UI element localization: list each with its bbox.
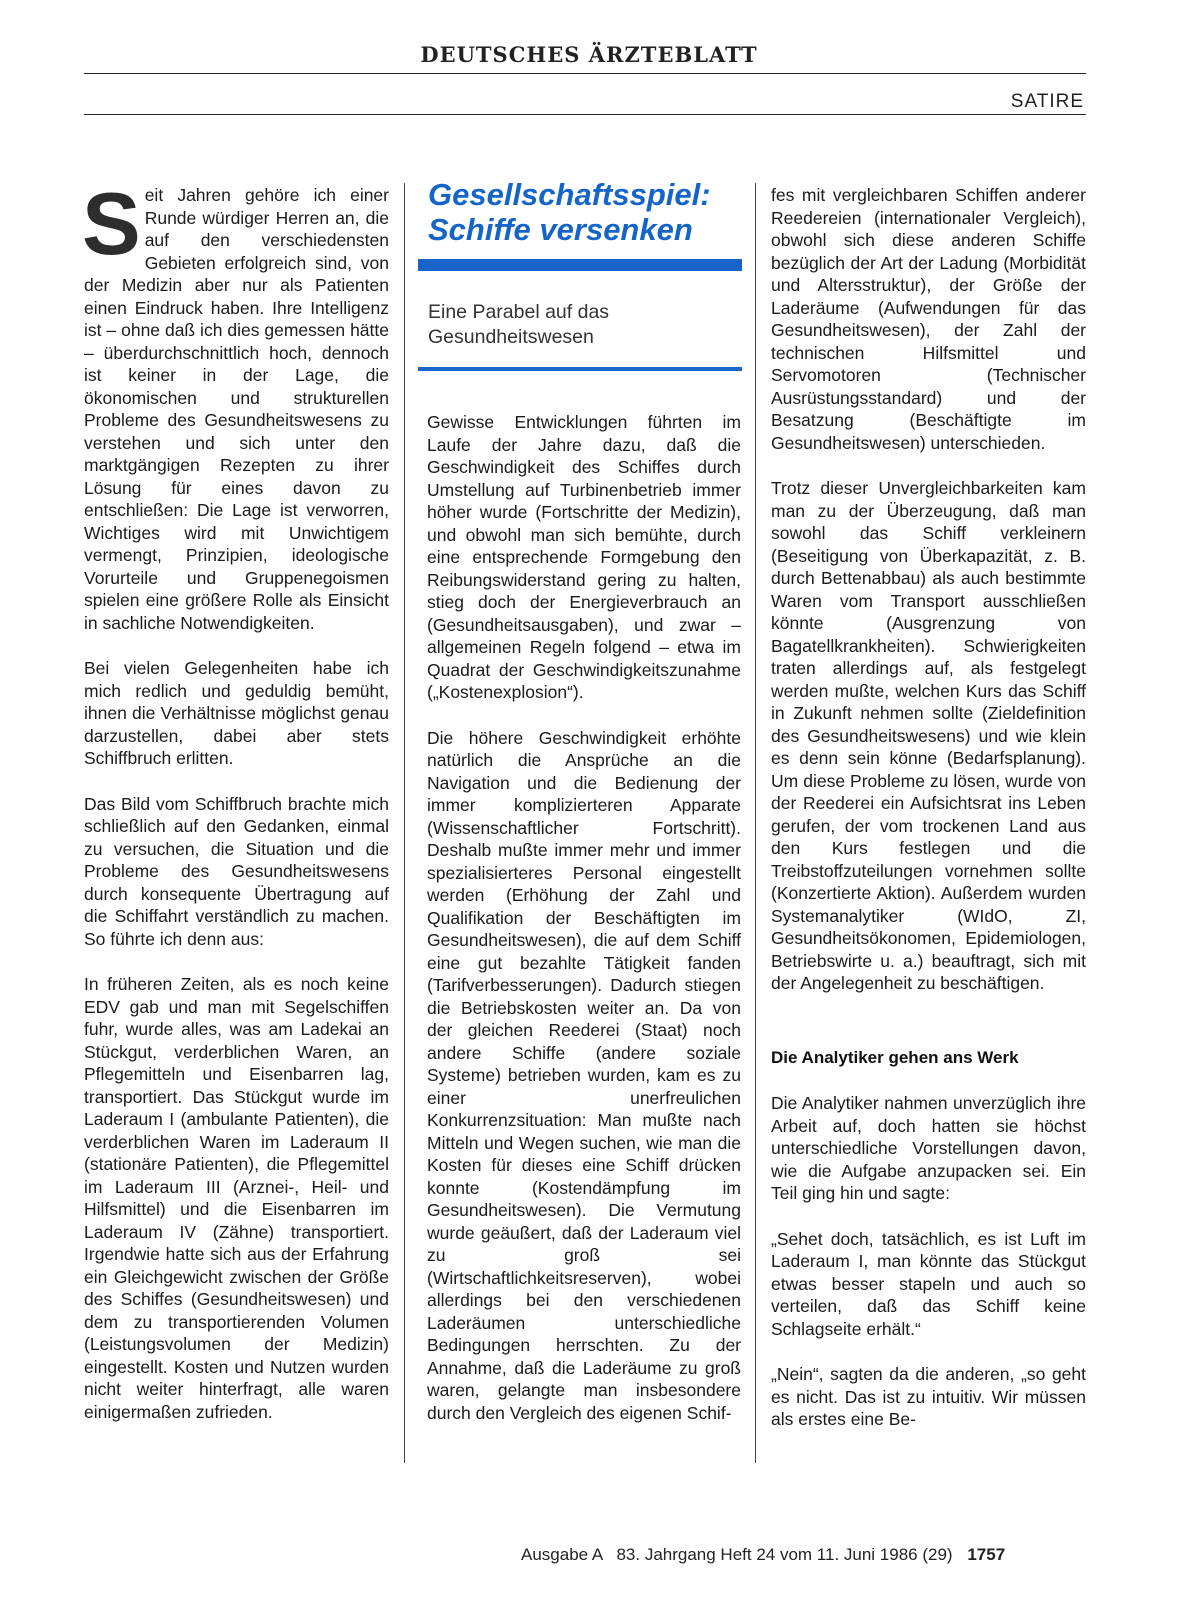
drop-cap: S bbox=[82, 174, 141, 273]
page-footer bbox=[521, 1545, 1085, 1565]
article-column-2 bbox=[427, 411, 741, 1447]
section-rule bbox=[84, 114, 1086, 115]
paragraph: Trotz dieser Unvergleichbarkeiten kam man zu der Überzeugung, daß man sowohl das Schiff verkleinern (Beseitigung von Überkapazität, z. B. durch Bettenabbau) als auch bestimmte Waren vom Transport ausschließen könnte (Ausgrenzung von Bagatellkrankheiten). Schwierigkeiten traten allerdings auf, als festgelegt werden mußte, welchen Kurs das Schiff in Zukunft nehmen sollte (Zieldefinition des Gesundheitswesens) und wie klein es denn sein könne (Bedarfsplanung). Um diese Probleme zu lösen, wurde von der Reederei ein Aufsichtsrat ins Leben gerufen, der vom trockenen Land aus den Kurs festlegen und die Treibstoffzuteilungen vornehmen sollte (Konzertierte Aktion). Außerdem wurden Systemanalytiker (WIdO, ZI, Gesundheitsökonomen, Epidemiologen, Betriebswirte u. a.) beauftragt, sich mit der Angelegenheit zu beschäftigen. bbox=[771, 478, 1086, 993]
article-column-1 bbox=[82, 174, 389, 1446]
column-divider bbox=[404, 183, 405, 1463]
article-headline: Gesellschaftsspiel: Schiffe versenken bbox=[428, 177, 711, 247]
issue-info: Ausgabe A 83. Jahrgang Heft 24 vom 11. Juni 1986 (29) bbox=[521, 1545, 953, 1564]
article-column-3 bbox=[771, 184, 1086, 1454]
headline-accent-bar bbox=[418, 259, 742, 271]
subtitle-accent-line bbox=[418, 367, 742, 371]
column-divider bbox=[755, 183, 756, 1463]
paragraph: Die Analytiker nahmen unverzüglich ihre Arbeit auf, doch hatten sie höchst unterschiedliche Vorstellungen davon, wie die Aufgabe anzupacken sei. Ein Teil ging hin und sagte: bbox=[771, 1093, 1086, 1203]
paragraph: fes mit vergleichbaren Schiffen anderer Reedereien (internationaler Vergleich), obwohl sich diese anderen Schiffe bezüglich der Art der Ladung (Morbidität und Altersstruktur), der Größe der Laderäume (Aufwendungen für das Gesundheitswesen), der Zahl der technischen Hilfsmittel und Servomotoren (Technischer Ausrüstungsstandard) und der Besatzung (Beschäftigte im Gesundheitswesen) unterschieden. bbox=[771, 185, 1086, 453]
paragraph: Die höhere Geschwindigkeit erhöhte natürlich die Ansprüche an die Navigation und die Bedienung der immer komplizierteren Apparate (Wissenschaftlicher Fortschritt). Deshalb mußte immer mehr und immer spezialisierteres Personal eingestellt werden (Erhöhung der Zahl und Qualifikation der Beschäftigten im Gesundheitswesen), die auf dem Schiff eine gut bezahlte Tätigkeit fanden (Tarifverbesserungen). Dadurch stiegen die Betriebskosten weiter an. Da von der gleichen Reederei (Staat) noch andere Schiffe (andere soziale Systeme) betrieben wurden, kam es zu einer unerfreulichen Konkurrenzsituation: Man mußte nach Mitteln und Wegen suchen, wie man die Kosten für dieses eine Schiff drücken konnte (Kostendämpfung im Gesundheitswesen). Die Vermutung wurde geäußert, daß der Laderaum viel zu groß sei (Wirtschaftlichkeitsreserven), wobei allerdings bei den verschiedenen Laderäumen unterschiedliche Bedingungen herrschten. Zu der Annahme, daß die Laderäume zu groß waren, gelangte man insbesondere durch den Vergleich des eigenen Schif- bbox=[427, 727, 741, 1423]
page-number: 1757 bbox=[967, 1545, 1006, 1564]
paragraph: Bei vielen Gelegenheiten habe ich mich redlich und geduldig bemüht, ihnen die Verhältnisse möglichst genau darzustellen, dabei aber stets Schiffbruch erlitten. bbox=[84, 658, 389, 768]
article-subtitle: Eine Parabel auf das Gesundheitswesen bbox=[428, 301, 610, 348]
paragraph: Gewisse Entwicklungen führten im Laufe der Jahre dazu, daß die Geschwindigkeit des Schiffes durch Umstellung auf Turbinenbetrieb immer höher wurde (Fortschritte der Medizin), und obwohl man sich bemühte, durch eine entsprechende Formgebung den Reibungswiderstand gering zu halten, stieg doch der Energieverbrauch an (Gesundheitsausgaben), und zwar – allgemeinen Regeln folgend – etwa im Quadrat der Geschwindigkeitszunahme („Kostenexplosion“). bbox=[427, 412, 741, 702]
paragraph: Das Bild vom Schiffbruch brachte mich schließlich auf den Gedanken, einmal zu versuchen, die Situation und die Probleme des Gesundheitswesens durch konsequente Übertragung auf die Schiffahrt verständlich zu machen. So führte ich denn aus: bbox=[84, 793, 389, 949]
paragraph: In früheren Zeiten, als es noch keine EDV gab und man mit Segelschiffen fuhr, wurde alles, was am Ladekai an Stückgut, verderblichen Waren, an Pflegemitteln und Eisenbarren lag, transportiert. Das Stückgut wurde im Laderaum I (ambulante Patienten), die verderblichen Waren im Laderaum II (stationäre Patienten), die Pflegemittel im Laderaum III (Arznei-, Heil- und Hilfsmittel) und die Eisenbarren im Laderaum IV (Zähne) transportiert. Irgendwie hatte sich aus der Erfahrung ein Gleichgewicht zwischen der Größe des Schiffes (Gesundheitswesen) und dem zu transportierenden Volumen (Leistungsvolumen der Medizin) eingestellt. Kosten und Nutzen wurden nicht weiter hinterfragt, alle waren einigermaßen zufrieden. bbox=[84, 974, 389, 1422]
section-heading: Die Analytiker gehen ans Werk bbox=[771, 1047, 1019, 1067]
section-label: SATIRE bbox=[1010, 91, 1084, 112]
paragraph: „Sehet doch, tatsächlich, es ist Luft im Laderaum I, man könnte das Stückgut etwas besser stapeln und auch so verteilen, daß das Schiff keine Schlagseite erhält.“ bbox=[771, 1228, 1086, 1339]
paragraph-text: eit Jahren gehöre ich einer Runde würdiger Herren an, die auf den verschiedensten Gebieten erfolgreich sind, von der Medizin aber nur als Patienten einen Eindruck haben. Ihre Intelligenz ist – ohne daß ich dies gemessen hätte – überdurchschnittlich hoch, dennoch ist keiner in der Lage, die ökonomischen und strukturellen Probleme des Gesundheitswesens zu verstehen und sich unter den marktgängigen Rezepten zu ihrer Lösung für eines davon zu entschließen: Die Lage ist verworren, Wichtiges wird mit Unwichtigem vermengt, Prinzipien, ideologische Vorurteile und Gruppenegoismen spielen eine größere Rolle als Einsicht in sachliche Notwendigkeiten. bbox=[84, 185, 389, 633]
paragraph: „Nein“, sagten da die anderen, „so geht es nicht. Das ist zu intuitiv. Wir müssen als erstes eine Be- bbox=[771, 1364, 1086, 1429]
masthead-rule bbox=[84, 73, 1086, 74]
paragraph bbox=[82, 174, 389, 634]
masthead-title: DEUTSCHES ÄRZTEBLATT bbox=[420, 42, 758, 67]
